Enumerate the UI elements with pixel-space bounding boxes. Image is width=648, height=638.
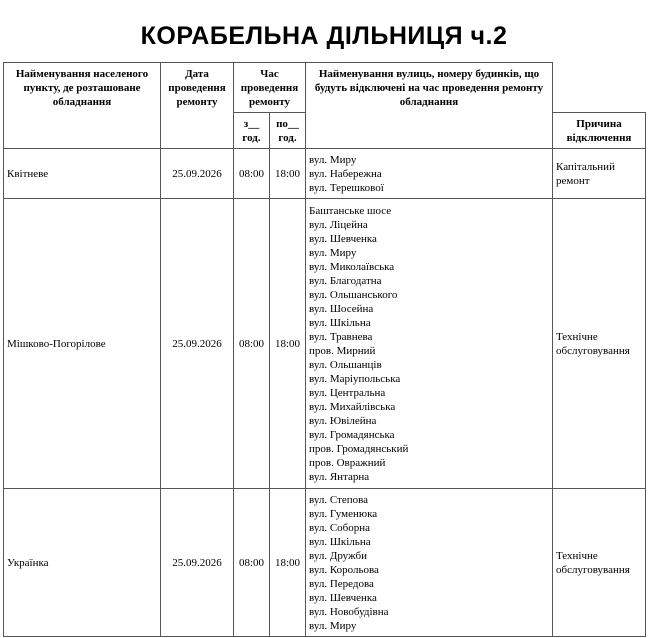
street-item: вул. Благодатна — [309, 274, 382, 287]
header-date: Дата проведення ремонту — [161, 63, 234, 149]
street-item: вул. Громадянська — [309, 428, 395, 441]
street-item: вул. Дружби — [309, 549, 367, 562]
street-item: вул. Корольова — [309, 563, 379, 576]
outage-schedule-table — [3, 62, 646, 637]
streets-cell — [306, 149, 553, 199]
street-item: вул. Передова — [309, 577, 374, 590]
to-cell: 18:00 — [270, 199, 306, 489]
street-item: вул. Шосейна — [309, 302, 374, 315]
street-item: вул. Миколаївська — [309, 260, 395, 273]
date-cell: 25.09.2026 — [161, 199, 234, 489]
settlement-cell: Квітневе — [4, 149, 161, 199]
street-item: вул. Травнева — [309, 330, 373, 343]
date-cell: 25.09.2026 — [161, 489, 234, 637]
to-cell: 18:00 — [270, 489, 306, 637]
street-item: вул. Миру — [309, 246, 357, 259]
street-item: пров. Овражний — [309, 456, 386, 469]
reason-cell: Капітальний ремонт — [553, 149, 646, 199]
street-item: вул. Ліцейна — [309, 218, 368, 231]
reason-cell: Технічне обслуговування — [553, 199, 646, 489]
street-item: вул. Степова — [309, 493, 369, 506]
street-item: вул. Соборна — [309, 521, 371, 534]
street-item: вул. Центральна — [309, 386, 386, 399]
settlement-cell: Українка — [4, 489, 161, 637]
table-row — [4, 199, 646, 489]
street-item: пров. Мирний — [309, 344, 376, 357]
reason-cell: Технічне обслуговування — [553, 489, 646, 637]
header-blank — [553, 63, 646, 113]
header-settlement: Найменування населеного пункту, де розташоване обладнання — [4, 63, 161, 149]
street-item: вул. Шкільна — [309, 316, 371, 329]
table-row — [4, 489, 646, 637]
header-time: Час проведення ремонту — [234, 63, 306, 113]
street-item: вул. Терешкової — [309, 181, 384, 194]
street-item: вул. Янтарна — [309, 470, 370, 483]
header-streets: Найменування вулиць, номеру будинків, що будуть відключені на час проведення ремонту обладнання — [306, 63, 553, 149]
settlement-cell: Мішково-Погорілове — [4, 199, 161, 489]
from-cell: 08:00 — [234, 149, 270, 199]
street-item: вул. Ольшанців — [309, 358, 382, 371]
date-cell: 25.09.2026 — [161, 149, 234, 199]
street-item: вул. Шевченка — [309, 591, 377, 604]
header-from: з__ год. — [234, 113, 270, 149]
from-cell: 08:00 — [234, 489, 270, 637]
street-item: вул. Набережна — [309, 167, 382, 180]
page-title: КОРАБЕЛЬНА ДІЛЬНИЦЯ ч.2 — [140, 22, 508, 50]
table-row — [4, 149, 646, 199]
street-item: вул. Шевченка — [309, 232, 377, 245]
header-reason: Причина відключення — [553, 113, 646, 149]
from-cell: 08:00 — [234, 199, 270, 489]
street-item: вул. Шкільна — [309, 535, 371, 548]
streets-cell — [306, 199, 553, 489]
street-item: вул. Миру — [309, 153, 357, 166]
to-cell: 18:00 — [270, 149, 306, 199]
street-item: вул. Миру — [309, 619, 357, 632]
street-item: вул. Маріупольська — [309, 372, 401, 385]
street-item: вул. Ольшанського — [309, 288, 398, 301]
street-item: вул. Ювілейна — [309, 414, 377, 427]
street-item: Баштанське шосе — [309, 204, 392, 217]
street-item: пров. Громадянський — [309, 442, 409, 455]
header-to: по__ год. — [270, 113, 306, 149]
street-item: вул. Михайлівська — [309, 400, 396, 413]
street-item: вул. Новобудівна — [309, 605, 389, 618]
streets-cell — [306, 489, 553, 637]
street-item: вул. Гуменюка — [309, 507, 378, 520]
